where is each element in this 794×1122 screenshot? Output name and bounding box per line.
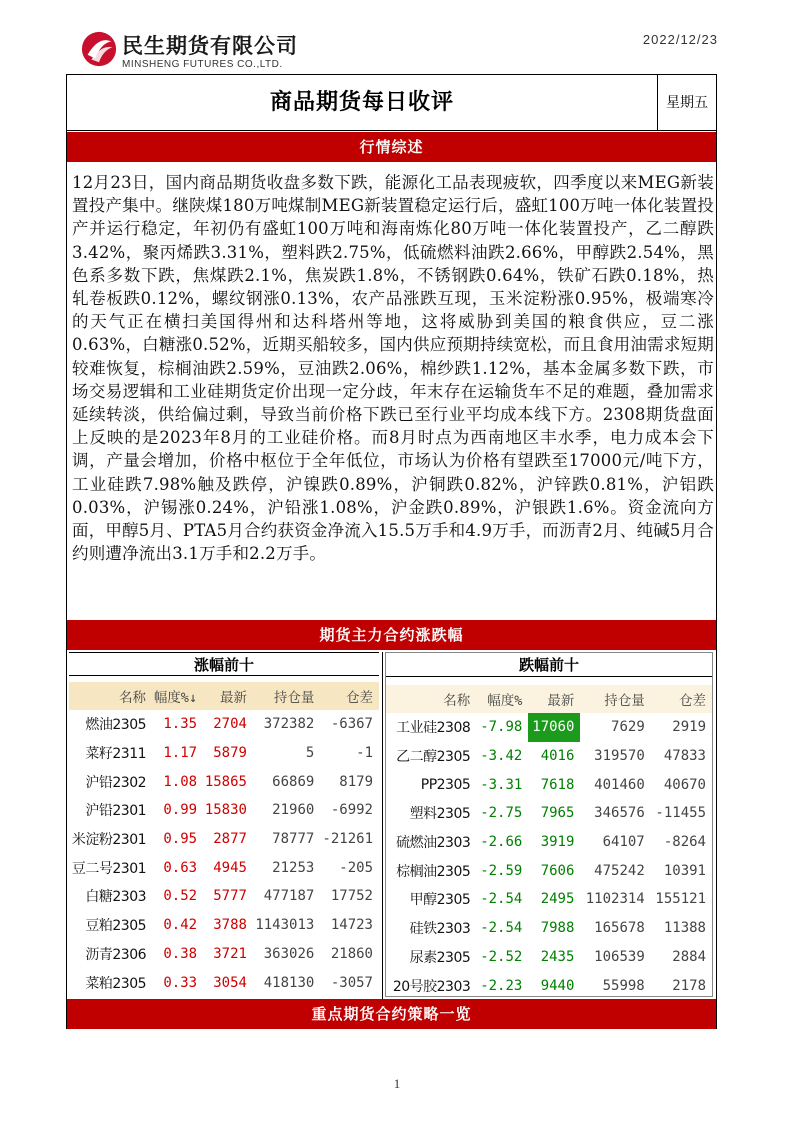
table-row xyxy=(386,971,712,1000)
table-row xyxy=(69,968,379,997)
report-date: 2022/12/23 xyxy=(642,32,718,47)
table-row xyxy=(386,742,712,771)
title-row xyxy=(67,75,716,131)
open-interest-cell: 21960 xyxy=(272,802,315,819)
gainers-panel xyxy=(69,652,379,997)
latest-price-cell: 3054 xyxy=(213,974,247,991)
section-strategy: 重点期货合约策略一览 xyxy=(67,999,716,1029)
change-pct-cell: -2.23 xyxy=(480,977,523,994)
contract-name-cell: 燃油2305 xyxy=(85,717,147,734)
oi-change-cell: -6992 xyxy=(330,802,373,819)
gainers-heading: 涨幅前十 xyxy=(69,652,379,676)
oi-change-cell: 10391 xyxy=(663,862,706,879)
table-row xyxy=(386,914,712,943)
table-row xyxy=(386,713,712,742)
latest-price-cell: 5879 xyxy=(213,745,247,762)
column-header: 最新 xyxy=(203,682,253,710)
open-interest-cell: 7629 xyxy=(611,719,645,736)
oi-change-cell: -205 xyxy=(339,859,373,876)
page-header xyxy=(72,24,722,74)
change-pct-cell: -2.54 xyxy=(480,920,523,937)
column-header: 持仓量 xyxy=(580,685,650,713)
column-header: 仓差 xyxy=(651,685,712,713)
open-interest-cell: 319570 xyxy=(594,748,645,765)
change-pct-cell: -3.42 xyxy=(480,748,523,765)
oi-change-cell: -6367 xyxy=(330,716,373,733)
change-pct-cell: 0.38 xyxy=(163,945,198,962)
company-name-cn: 民生期货有限公司 xyxy=(122,34,298,58)
latest-price-cell: 2435 xyxy=(540,948,575,965)
report-title: 商品期货每日收评 xyxy=(269,90,454,115)
table-row xyxy=(386,943,712,972)
open-interest-cell: 165678 xyxy=(594,920,645,937)
open-interest-cell: 418130 xyxy=(263,974,315,991)
latest-price-cell: 2877 xyxy=(213,831,247,848)
change-pct-cell: 1.08 xyxy=(163,773,198,790)
minsheng-logo-icon xyxy=(80,30,118,68)
oi-change-cell: 14723 xyxy=(330,917,373,934)
open-interest-cell: 106539 xyxy=(594,948,645,965)
contract-name-cell: 沥青2306 xyxy=(85,946,147,963)
table-row xyxy=(69,796,379,825)
contract-name-cell: 乙二醇2305 xyxy=(396,749,471,766)
open-interest-cell: 1102314 xyxy=(585,891,645,908)
open-interest-cell: 78777 xyxy=(272,831,315,848)
oi-change-cell: -21261 xyxy=(322,831,373,848)
latest-price-cell: 2704 xyxy=(213,716,247,733)
table-row xyxy=(69,710,379,739)
latest-price-cell: 3721 xyxy=(213,945,247,962)
oi-change-cell: 8179 xyxy=(339,773,373,790)
panel-divider xyxy=(382,652,383,999)
section-main-contracts: 期货主力合约涨跌幅 xyxy=(67,620,716,650)
report-weekday: 星期五 xyxy=(657,75,716,131)
market-summary-text: 12月23日，国内商品期货收盘多数下跌，能源化工品表现疲软，四季度以来MEG新装置投产集中。继陕煤180万吨煤制MEG新装置稳定运行后，盛虹100万吨一体化装置投产并运行稳定，年初仍有盛虹100万吨和海南炼化80万吨一体化装置投产，乙二醇跌3.42%，聚丙烯跌3.31%，塑料跌2.75%，低硫燃料油跌2.66%，甲醇跌2.54%，黑色系多数下跌，焦煤跌2.1%，焦炭跌1.8%，不锈钢跌0.64%，铁矿石跌0.18%，热轧卷板跌0.12%，螺纹钢涨0.13%，农产品涨跌互现，玉米淀粉涨0.95%，极端寒冷的天气正在横扫美国得州和达科塔州等地，这将威胁到美国的粮食供应，豆二涨0.63%，白糖涨0.52%，近期买船较多，国内供应预期持续宽松，而且食用油需求短期较难恢复，棕榈油跌2.59%，豆油跌2.06%，棉纱跌1.12%，基本金属多数下跌，市场交易逻辑和工业硅期货定价出现一定分歧，年末存在运输货车不足的难题，叠加需求延续转淡，供给偏过剩，导致当前价格下跌已至行业平均成本线下方。2308期货盘面上反映的是2023年8月的工业硅价格。而8月时点为西南地区丰水季，电力成本会下调，产量会增加，价格中枢位于全年低位，市场认为价格有望跌至17000元/吨下方，工业硅跌7.98%触及跌停，沪镍跌0.89%，沪铜跌0.82%，沪锌跌0.81%，沪铝跌0.03%，沪锡涨0.24%，沪铅涨1.08%，沪金跌0.89%，沪银跌1.6%。资金流向方面，甲醇5月、PTA5月合约获资金净流入15.5万手和4.9万手，而沥青2月、纯碱5月合约则遭净流出3.1万手和2.2万手。 xyxy=(72,173,714,564)
change-pct-cell: 0.33 xyxy=(163,974,198,991)
contract-name-cell: 豆二号2301 xyxy=(71,860,147,877)
contract-name-cell: 沪铅2302 xyxy=(85,774,147,791)
column-header: 名称 xyxy=(69,682,152,710)
gainers-table xyxy=(69,682,379,997)
oi-change-cell: -1 xyxy=(356,745,373,762)
oi-change-cell: 2919 xyxy=(672,719,706,736)
open-interest-cell: 55998 xyxy=(602,977,645,994)
latest-price-cell: 3788 xyxy=(213,917,247,934)
contract-name-cell: 硅铁2303 xyxy=(409,921,471,938)
contract-name-cell: 菜粕2305 xyxy=(85,975,147,992)
change-pct-cell: 0.42 xyxy=(163,917,198,934)
change-pct-cell: -2.54 xyxy=(480,891,523,908)
oi-change-cell: -8264 xyxy=(663,834,706,851)
latest-price-cell: 9440 xyxy=(540,977,575,994)
table-row xyxy=(69,767,379,796)
losers-panel xyxy=(385,652,713,997)
latest-price-cell: 17060 xyxy=(528,713,580,742)
column-header: 最新 xyxy=(528,685,580,713)
contract-name-cell: 塑料2305 xyxy=(409,806,471,823)
latest-price-cell: 4016 xyxy=(540,748,575,765)
contract-name-cell: 棕榈油2305 xyxy=(396,863,471,880)
change-pct-cell: -2.66 xyxy=(480,834,523,851)
contract-name-cell: 甲醇2305 xyxy=(409,892,471,909)
table-row xyxy=(69,853,379,882)
open-interest-cell: 475242 xyxy=(594,862,645,879)
contract-name-cell: 工业硅2308 xyxy=(396,720,471,737)
column-header: 幅度% xyxy=(476,685,528,713)
change-pct-cell: -3.31 xyxy=(480,776,523,793)
table-row xyxy=(69,739,379,768)
open-interest-cell: 477187 xyxy=(263,888,315,905)
column-header: 持仓量 xyxy=(253,682,320,710)
contract-name-cell: 米淀粉2301 xyxy=(71,832,147,849)
change-pct-cell: 0.52 xyxy=(163,888,198,905)
latest-price-cell: 7618 xyxy=(540,776,575,793)
latest-price-cell: 4945 xyxy=(213,859,247,876)
contract-name-cell: PP2305 xyxy=(420,776,471,793)
table-row xyxy=(386,856,712,885)
open-interest-cell: 21253 xyxy=(272,859,315,876)
open-interest-cell: 64107 xyxy=(602,834,645,851)
latest-price-cell: 15830 xyxy=(204,802,247,819)
contract-name-cell: 硫燃油2303 xyxy=(396,835,471,852)
page-number: 1 xyxy=(393,1076,401,1091)
latest-price-cell: 2495 xyxy=(540,891,575,908)
change-pct-cell: -2.75 xyxy=(480,805,523,822)
table-row xyxy=(69,825,379,854)
oi-change-cell: 40670 xyxy=(663,776,706,793)
oi-change-cell: 155121 xyxy=(655,891,706,908)
table-row xyxy=(386,828,712,857)
section-market-summary: 行情综述 xyxy=(67,132,716,162)
column-header: 幅度%↓ xyxy=(152,682,203,710)
contract-name-cell: 沪铅2301 xyxy=(85,803,147,820)
open-interest-cell: 66869 xyxy=(272,773,315,790)
table-row xyxy=(386,770,712,799)
open-interest-cell: 346576 xyxy=(594,805,645,822)
company-name-en: MINSHENG FUTURES CO.,LTD. xyxy=(122,59,283,70)
table-row xyxy=(69,911,379,940)
table-row xyxy=(386,799,712,828)
latest-price-cell: 15865 xyxy=(204,773,247,790)
latest-price-cell: 7606 xyxy=(540,862,575,879)
latest-price-cell: 7988 xyxy=(540,920,575,937)
report-frame xyxy=(66,74,717,1029)
contract-name-cell: 菜籽2311 xyxy=(85,746,147,763)
change-pct-cell: 1.17 xyxy=(163,745,198,762)
latest-price-cell: 5777 xyxy=(213,888,247,905)
losers-table xyxy=(386,685,712,1000)
table-row xyxy=(69,940,379,969)
open-interest-cell: 5 xyxy=(305,745,315,762)
oi-change-cell: 17752 xyxy=(330,888,373,905)
oi-change-cell: -11455 xyxy=(655,805,706,822)
change-pct-cell: 1.35 xyxy=(163,716,198,733)
change-pct-cell: -2.59 xyxy=(480,862,523,879)
open-interest-cell: 372382 xyxy=(263,716,315,733)
oi-change-cell: 21860 xyxy=(330,945,373,962)
oi-change-cell: 2884 xyxy=(672,948,706,965)
change-pct-cell: 0.99 xyxy=(163,802,198,819)
change-pct-cell: -2.52 xyxy=(480,948,523,965)
latest-price-cell: 7965 xyxy=(540,805,575,822)
change-pct-cell: 0.63 xyxy=(163,859,198,876)
latest-price-cell: 3919 xyxy=(540,834,575,851)
change-pct-cell: 0.95 xyxy=(163,831,198,848)
open-interest-cell: 401460 xyxy=(594,776,645,793)
oi-change-cell: -3057 xyxy=(330,974,373,991)
oi-change-cell: 2178 xyxy=(672,977,706,994)
contract-name-cell: 豆粕2305 xyxy=(85,918,147,935)
table-row xyxy=(69,882,379,911)
change-pct-cell: -7.98 xyxy=(480,719,523,736)
open-interest-cell: 363026 xyxy=(263,945,315,962)
column-header: 仓差 xyxy=(320,682,379,710)
column-header: 名称 xyxy=(386,685,476,713)
contract-name-cell: 白糖2303 xyxy=(85,889,147,906)
oi-change-cell: 11388 xyxy=(663,920,706,937)
table-row xyxy=(386,885,712,914)
open-interest-cell: 1143013 xyxy=(255,917,315,934)
losers-heading: 跌幅前十 xyxy=(386,653,712,677)
contract-name-cell: 尿素2305 xyxy=(409,949,471,966)
contract-name-cell: 20号胶2303 xyxy=(392,978,471,995)
oi-change-cell: 47833 xyxy=(663,748,706,765)
